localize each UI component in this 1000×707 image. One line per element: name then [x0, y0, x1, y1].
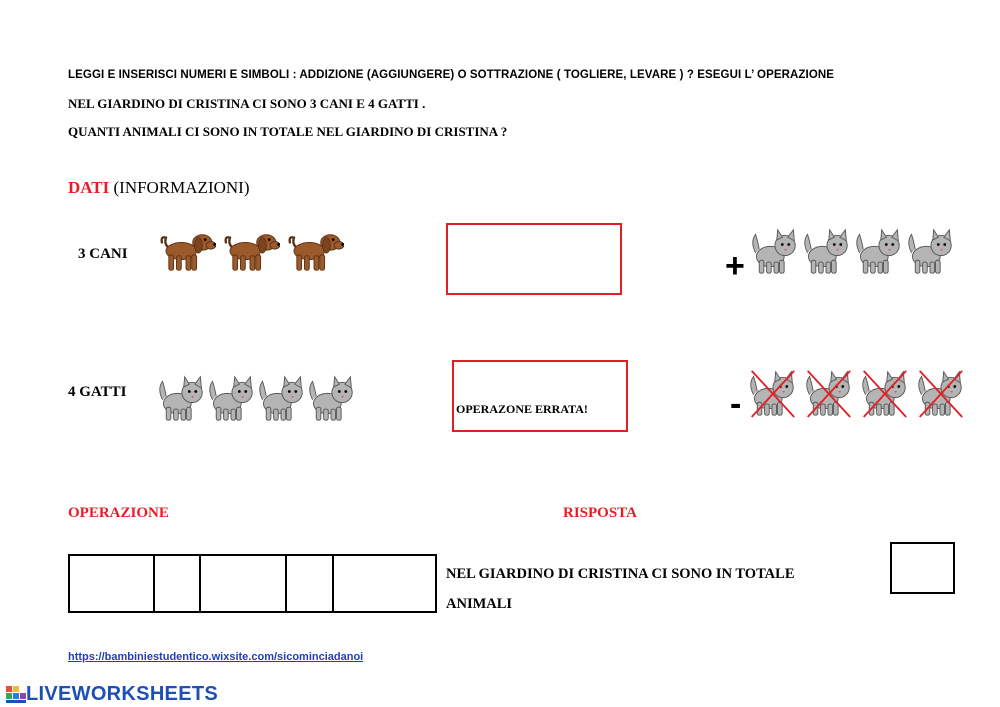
dog-icon-1 [158, 230, 216, 279]
cats-group [157, 372, 362, 428]
operation-cell-3[interactable] [201, 556, 287, 611]
cat-icon-3 [257, 372, 305, 429]
plus-cat-icon-1 [750, 225, 798, 282]
minus-sign: - [730, 385, 742, 423]
problem-question: QUANTI ANIMALI CI SONO IN TOTALE NEL GIARDINO DI CRISTINA ? [68, 124, 508, 139]
plus-cat-icon-2 [802, 225, 850, 282]
liveworksheets-wordmark: LIVEWORKSHEETS [26, 683, 218, 705]
liveworksheets-icon [6, 686, 28, 704]
cat-icon-2 [207, 372, 255, 429]
operation-cell-1[interactable] [70, 556, 155, 611]
plus-sign: + [725, 247, 745, 285]
crossed-cat-icon-4 [916, 367, 964, 424]
crossed-cat-icon-1 [748, 367, 796, 424]
risposta-text-line2: ANIMALI [446, 596, 513, 612]
risposta-text-line1: NEL GIARDINO DI CRISTINA CI SONO IN TOTALE [446, 566, 795, 582]
crossed-cat-icon-2 [804, 367, 852, 424]
dati-heading [68, 178, 249, 198]
operation-cell-5[interactable] [334, 556, 435, 611]
instruction-line: LEGGI E INSERISCI NUMERI E SIMBOLI : ADDIZIONE (AGGIUNGERE) O SOTTRAZIONE ( TOGLIERE, LEVARE ) ? ESEGUI L’ OPERAZIONE [68, 69, 835, 81]
plus-cat-icon-4 [906, 225, 954, 282]
operation-result-box[interactable] [452, 360, 628, 432]
dog-icon-2 [222, 230, 280, 279]
dogs-label: 3 CANI [78, 246, 128, 262]
plus-cats-group [750, 225, 970, 287]
crossed-cat-icon-3 [860, 367, 908, 424]
minus-choice[interactable] [728, 365, 978, 435]
cat-icon-1 [157, 372, 205, 429]
cat-icon-4 [307, 372, 355, 429]
operation-drop-box[interactable] [446, 223, 622, 295]
cats-label: 4 GATTI [68, 384, 127, 400]
dog-icon-3 [286, 230, 344, 279]
dati-title: DATI [68, 178, 110, 197]
risposta-heading: RISPOSTA [563, 505, 637, 521]
plus-choice[interactable] [720, 225, 970, 293]
operation-cell-2[interactable] [155, 556, 201, 611]
plus-cat-icon-3 [854, 225, 902, 282]
dati-subtitle: (INFORMAZIONI) [113, 178, 250, 197]
operation-error-message: OPERAZONE ERRATA! [456, 402, 588, 416]
source-link[interactable]: https://bambiniestudentico.wixsite.com/sicominciadanoi [68, 651, 364, 663]
problem-statement: NEL GIARDINO DI CRISTINA CI SONO 3 CANI E 4 GATTI . [68, 96, 426, 111]
risposta-input-box[interactable] [890, 542, 955, 594]
minus-cats-group [748, 367, 978, 433]
dogs-group [158, 230, 348, 276]
operazione-heading: OPERAZIONE [68, 505, 169, 521]
operation-cell-4[interactable] [287, 556, 334, 611]
operation-input-row [68, 554, 437, 613]
